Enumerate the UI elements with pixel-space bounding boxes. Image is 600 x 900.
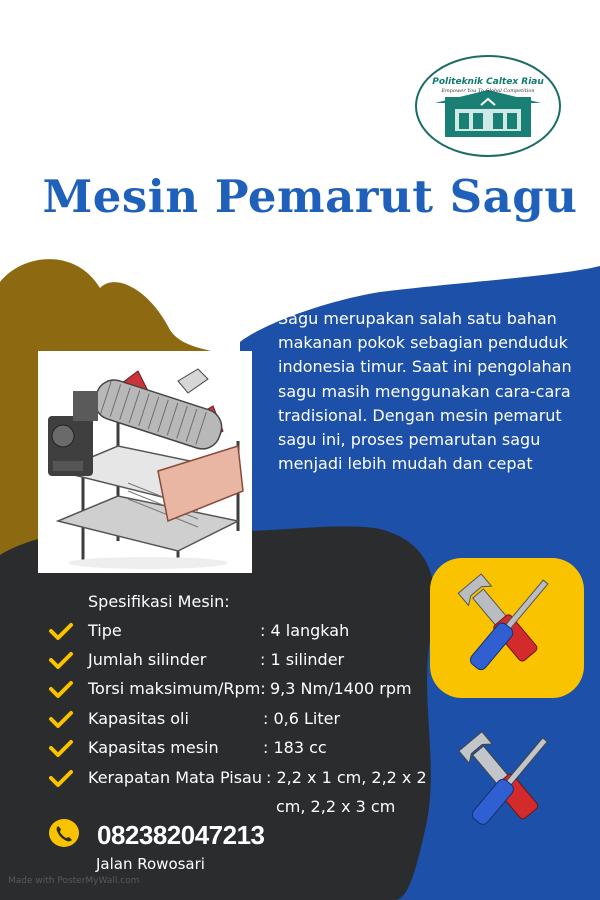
page-title: Mesin Pemarut Sagu: [42, 170, 578, 223]
spec-value: : 0,6 Liter: [263, 709, 341, 728]
machine-image: [38, 351, 252, 573]
check-icon: [48, 768, 74, 788]
spec-label: Tipe: [88, 621, 122, 640]
logo: [415, 55, 561, 157]
spec-value: : 183 cc: [263, 738, 327, 757]
spec-row-oli: [48, 709, 438, 733]
check-icon: [48, 650, 74, 670]
spec-row-torsi: [48, 679, 438, 703]
spec-label: Kerapatan Mata Pisau: [88, 768, 262, 787]
tools-icon-secondary: [430, 720, 584, 850]
spec-row-mata-pisau: [48, 768, 438, 792]
spec-value-continued: cm, 2,2 x 3 cm: [276, 797, 396, 816]
grater-machine-illustration: [38, 351, 252, 573]
spec-row-silinder: [48, 650, 438, 674]
spec-value: : 2,2 x 1 cm, 2,2 x 2: [266, 768, 427, 787]
spec-value: : 1 silinder: [260, 650, 345, 669]
logo-name: Politeknik Caltex Riau: [432, 77, 544, 87]
check-icon: [48, 621, 74, 641]
phone-number: 082382047213: [97, 820, 265, 850]
spec-value: : 4 langkah: [260, 621, 350, 640]
spec-heading: Spesifikasi Mesin:: [88, 592, 230, 611]
address: Jalan Rowosari: [96, 855, 205, 873]
logo-tagline: Empower You To Global Competition: [441, 88, 535, 94]
check-icon: [48, 738, 74, 758]
spec-label: Torsi maksimum/Rpm:: [88, 679, 266, 698]
watermark: Made with PosterMyWall.com: [8, 876, 140, 886]
check-icon: [48, 679, 74, 699]
spec-row-tipe: [48, 621, 438, 645]
tools-icon: [430, 558, 584, 698]
spec-row-kapasitas-mesin: [48, 738, 438, 762]
spec-label: Kapasitas mesin: [88, 738, 219, 757]
spec-label: Kapasitas oli: [88, 709, 189, 728]
check-icon: [48, 709, 74, 729]
spec-value: 9,3 Nm/1400 rpm: [270, 679, 412, 698]
logo-badge-icon: [415, 55, 561, 157]
description-text: Sagu merupakan salah satu bahan makanan pokok sebagian penduduk indonesia timur. Saat ini pengolahan sagu masih menggunakan cara-cara tradisional. Dengan mesin pemarut sagu ini, proses pemarutan sagu menjadi lebih mudah dan cepat: [278, 309, 572, 474]
phone-icon: [48, 818, 80, 848]
spec-label: Jumlah silinder: [88, 650, 207, 669]
